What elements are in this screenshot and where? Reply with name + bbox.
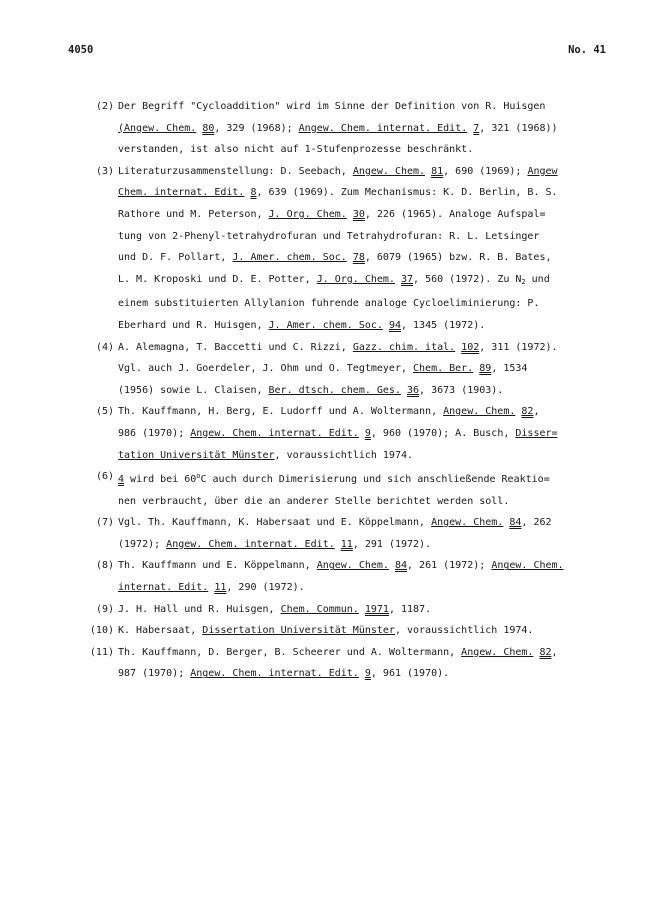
text-segment: , voraussichtlich 1974. bbox=[394, 625, 534, 637]
citation-journal: Angew. Chem. bbox=[352, 165, 426, 177]
footnote-number: (11) bbox=[89, 646, 114, 658]
footnote-line bbox=[118, 555, 610, 577]
issue-number: No. 41 bbox=[568, 44, 606, 56]
text-segment: , 3673 (1903). bbox=[419, 384, 504, 396]
citation-volume: 84 bbox=[394, 560, 408, 572]
footnote-number: (4) bbox=[95, 341, 114, 353]
text-segment: , bbox=[533, 406, 540, 418]
citation-journal: Angew bbox=[527, 165, 558, 177]
footnote-number: (6) bbox=[95, 471, 114, 483]
citation-volume: 11 bbox=[340, 538, 353, 550]
footnote-line bbox=[118, 204, 610, 226]
footnote-line bbox=[118, 466, 610, 491]
footnote-line bbox=[118, 663, 610, 685]
footnote-line bbox=[118, 401, 610, 423]
text-segment: Vgl. Th. Kauffmann, K. Habersaat und E. Köppelmann, bbox=[118, 517, 432, 529]
footnote-number: (8) bbox=[95, 560, 114, 572]
text-segment: A. Alemagna, T. Baccetti und C. Rizzi, bbox=[118, 341, 353, 353]
text-segment: Der Begriff "Cycloaddition" wird im Sinne der Definition von R. Huisgen bbox=[118, 101, 546, 112]
citation-journal: Dissertation Universität Münster bbox=[202, 625, 395, 637]
citation-journal: Angew. Chem. bbox=[431, 517, 504, 529]
footnote-line bbox=[118, 293, 610, 315]
citation-volume: 9 bbox=[364, 668, 371, 680]
footnote-line bbox=[118, 269, 610, 294]
text-segment: Th. Kauffmann, D. Berger, B. Scheerer und A. Woltermann, bbox=[118, 646, 462, 658]
footnote-line bbox=[118, 247, 610, 269]
citation-volume: 11 bbox=[214, 582, 227, 594]
citation-volume: 30 bbox=[352, 208, 365, 220]
footnote bbox=[70, 337, 610, 402]
footnote-line bbox=[118, 491, 610, 513]
citation-volume: 94 bbox=[388, 319, 401, 331]
text-segment: nen verbraucht, über die an anderer Stelle berichtet werden soll. bbox=[118, 495, 510, 507]
citation-volume: 7 bbox=[473, 122, 480, 134]
footnote-line bbox=[118, 380, 610, 402]
footnote-number: (9) bbox=[95, 603, 114, 615]
footnote-line bbox=[118, 139, 610, 161]
footnote-line bbox=[118, 337, 610, 359]
text-segment: , 329 (1968); bbox=[214, 122, 299, 134]
footnote-line bbox=[118, 599, 610, 621]
footnote-line bbox=[118, 620, 610, 642]
footnote-line bbox=[118, 577, 610, 599]
footnote-line bbox=[118, 118, 610, 140]
footnotes-list bbox=[70, 96, 610, 685]
text-segment: , 1534 bbox=[491, 363, 528, 375]
text-segment: Eberhard und R. Huisgen, bbox=[118, 319, 269, 331]
text-segment: , 1187. bbox=[388, 603, 432, 615]
text-segment: , voraussichtlich 1974. bbox=[274, 449, 414, 461]
citation-journal: Angew. Chem. internat. Edit. bbox=[298, 122, 468, 134]
citation-journal: Angew. Chem. internat. Edit. bbox=[166, 538, 335, 550]
footnote-line bbox=[118, 642, 610, 664]
citation-journal: J. Org. Chem. bbox=[316, 273, 395, 285]
text-segment: , 226 (1965). Analoge Aufspal= bbox=[364, 208, 546, 220]
footnote bbox=[70, 466, 610, 512]
citation-journal: Angew. Chem. internat. Edit. bbox=[190, 427, 359, 439]
footnote bbox=[70, 642, 610, 685]
text-segment: , 690 (1969); bbox=[443, 165, 528, 177]
text-segment: tung von 2-Phenyl-tetrahydrofuran und Tetrahydrofuran: R. L. Letsinger bbox=[118, 230, 540, 242]
citation-journal: Disser= bbox=[515, 427, 558, 439]
text-segment: 2 bbox=[521, 277, 526, 286]
citation-journal: J. Org. Chem. bbox=[268, 208, 347, 220]
citation-volume: 81 bbox=[431, 165, 444, 177]
citation-volume: 36 bbox=[407, 384, 420, 396]
citation-volume: 102 bbox=[461, 341, 480, 353]
citation-volume: 4 bbox=[118, 474, 125, 486]
footnote-number: (2) bbox=[95, 101, 114, 112]
text-segment: (1956) sowie L. Claisen, bbox=[118, 384, 269, 396]
text-segment: , 290 (1972). bbox=[226, 582, 305, 594]
citation-journal: Chem. internat. Edit. bbox=[118, 187, 245, 199]
citation-journal: Chem. Ber. bbox=[413, 363, 474, 375]
footnote-line bbox=[118, 358, 610, 380]
text-segment: o bbox=[196, 472, 201, 481]
citation-volume: 1971 bbox=[364, 603, 389, 615]
citation-journal: Angew. Chem. bbox=[316, 560, 389, 572]
text-segment: 986 (1970); bbox=[118, 427, 191, 439]
text-segment: , 262 bbox=[521, 517, 552, 529]
footnote-line bbox=[118, 226, 610, 248]
footnote-line bbox=[118, 96, 610, 118]
text-segment: L. M. Kroposki und D. E. Potter, bbox=[118, 273, 317, 285]
text-segment: einem substituierten Allylanion fuhrende analoge Cycloeliminierung: P. bbox=[118, 298, 540, 310]
page-number: 4050 bbox=[68, 44, 94, 56]
citation-volume: 84 bbox=[509, 517, 522, 529]
citation-volume: 80 bbox=[202, 122, 215, 134]
citation-volume: 37 bbox=[401, 273, 414, 285]
text-segment: Rathore und M. Peterson, bbox=[118, 208, 269, 220]
footnote bbox=[70, 620, 610, 642]
citation-volume: 89 bbox=[479, 363, 492, 375]
footnote bbox=[70, 161, 610, 337]
text-segment: , 639 (1969). Zum Mechanismus: K. D. Berlin, B. S. bbox=[256, 187, 558, 199]
text-segment: verstanden, ist also nicht auf 1-Stufenprozesse beschränkt. bbox=[118, 144, 474, 156]
text-segment: , 961 (1970). bbox=[370, 668, 450, 680]
citation-journal: Angew. Chem. bbox=[443, 406, 516, 418]
citation-journal: J. Amer. chem. Soc. bbox=[232, 252, 347, 264]
citation-volume: 82 bbox=[521, 406, 534, 418]
footnote bbox=[70, 599, 610, 621]
footnote-number: (5) bbox=[95, 406, 114, 418]
footnote bbox=[70, 555, 610, 598]
text-segment: Vgl. auch J. Goerdeler, J. Ohm und O. Tegtmeyer, bbox=[118, 363, 414, 375]
footnote-line bbox=[118, 315, 610, 337]
text-segment: wird bei 60 bbox=[124, 474, 197, 486]
citation-journal: J. Amer. chem. Soc. bbox=[268, 319, 383, 331]
text-segment: , 560 (1972). Zu N bbox=[413, 273, 522, 285]
text-segment: , 321 (1968)) bbox=[479, 122, 558, 134]
text-segment: J. H. Hall und R. Huisgen, bbox=[118, 603, 281, 615]
text-segment: 987 (1970); bbox=[118, 668, 191, 680]
text-segment: , bbox=[551, 646, 558, 658]
text-segment: , 291 (1972). bbox=[352, 538, 432, 550]
footnote-line bbox=[118, 182, 610, 204]
citation-volume: 9 bbox=[364, 427, 371, 439]
footnote bbox=[70, 96, 610, 161]
text-segment: , 1345 (1972). bbox=[400, 319, 486, 331]
text-segment: Literaturzusammenstellung: D. Seebach, bbox=[118, 165, 353, 177]
citation-journal: Angew. Chem. bbox=[461, 646, 534, 658]
text-segment: C auch durch Dimerisierung und sich anschließende Reaktio= bbox=[200, 474, 550, 486]
citation-journal: Angew. Chem. internat. Edit. bbox=[190, 668, 359, 680]
footnote-line bbox=[118, 423, 610, 445]
text-segment: und D. F. Pollart, bbox=[118, 252, 233, 264]
text-segment: , 960 (1970); A. Busch, bbox=[370, 427, 516, 439]
text-segment: (1972); bbox=[118, 538, 167, 550]
footnote-number: (10) bbox=[89, 625, 114, 637]
text-segment: und bbox=[525, 273, 550, 285]
text-segment: , 6079 (1965) bzw. R. B. Bates, bbox=[364, 252, 552, 264]
footnote-line bbox=[118, 161, 610, 183]
citation-journal: Ber. dtsch. chem. Ges. bbox=[268, 384, 401, 396]
footnote bbox=[70, 401, 610, 466]
footnote-number: (3) bbox=[95, 165, 114, 177]
footnote-line bbox=[118, 445, 610, 467]
citation-journal: tation Universität Münster bbox=[118, 449, 275, 461]
footnote-line bbox=[118, 534, 610, 556]
citation-volume: 82 bbox=[539, 646, 552, 658]
text-segment: Th. Kauffmann, H. Berg, E. Ludorff und A. Woltermann, bbox=[118, 406, 444, 418]
citation-journal: internat. Edit. bbox=[118, 582, 209, 594]
citation-journal: (Angew. Chem. bbox=[118, 122, 197, 134]
citation-volume: 8 bbox=[250, 187, 257, 199]
text-segment: , 311 (1972). bbox=[479, 341, 558, 353]
citation-journal: Gazz. chim. ital. bbox=[352, 341, 456, 353]
footnote bbox=[70, 512, 610, 555]
footnote-number: (7) bbox=[95, 517, 114, 529]
citation-journal: Angew. Chem. bbox=[491, 560, 564, 572]
text-segment: , 261 (1972); bbox=[407, 560, 492, 572]
citation-journal: Chem. Commun. bbox=[280, 603, 359, 615]
citation-volume: 78 bbox=[352, 252, 365, 264]
footnote-line bbox=[118, 512, 610, 534]
text-segment: K. Habersaat, bbox=[118, 625, 203, 637]
text-segment: Th. Kauffmann und E. Köppelmann, bbox=[118, 560, 317, 572]
